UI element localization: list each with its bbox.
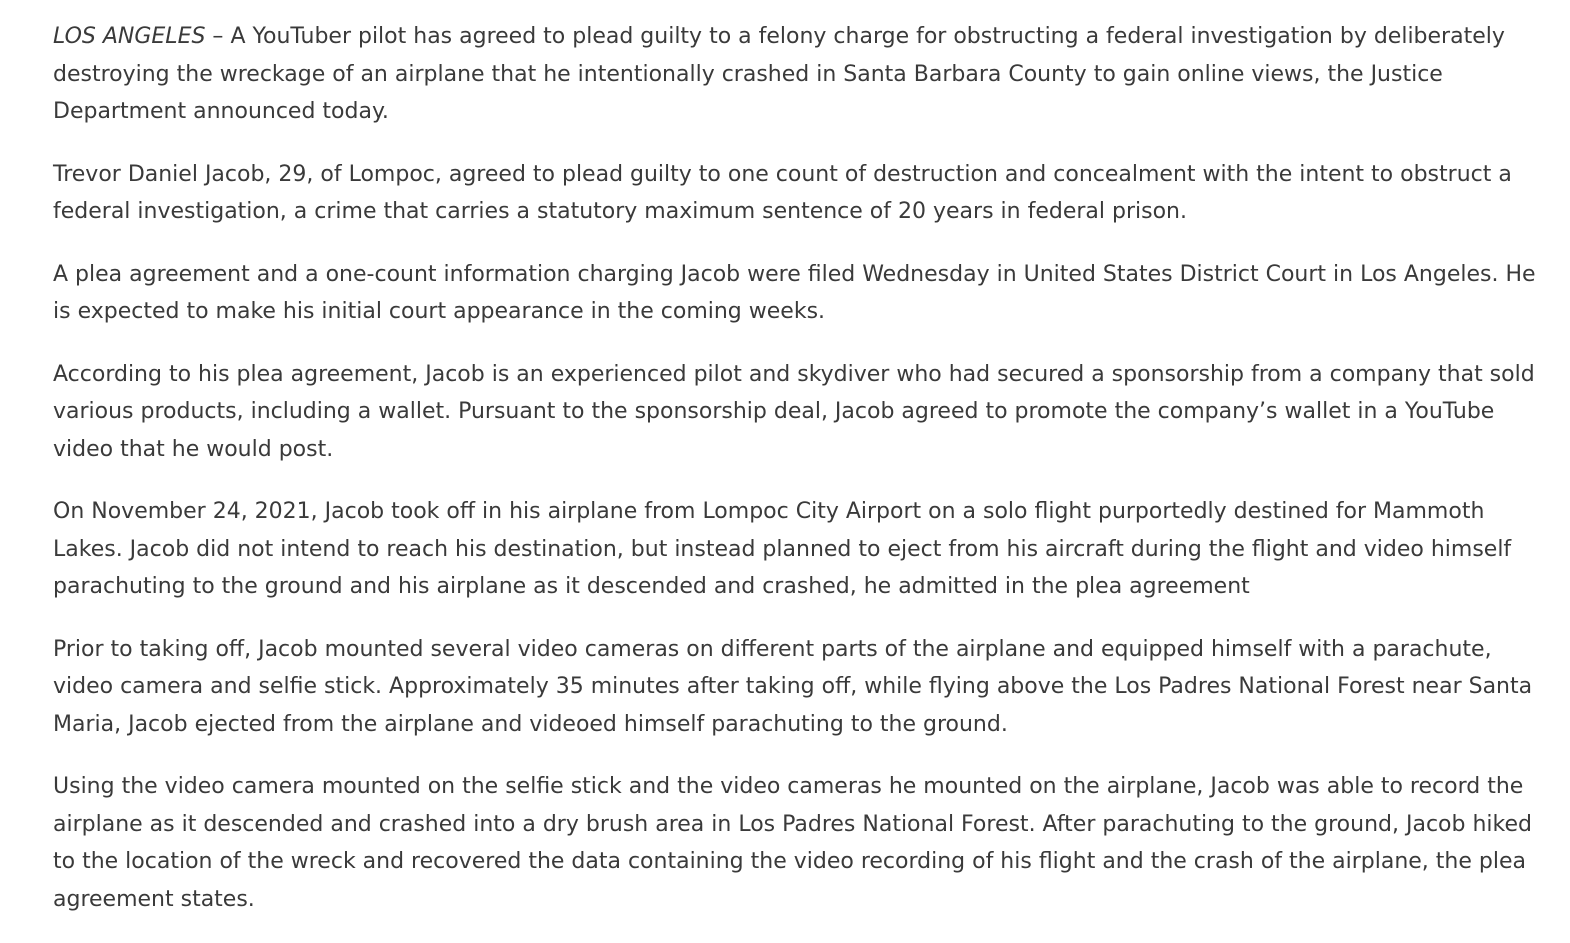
article-paragraph-7: Using the video camera mounted on the selfie stick and the video cameras he mounted on the airplane, Jacob was able to record the airplane as it descended and crashed into a dry brush area in Los Padres National Forest. After parachuting to the ground, Jacob hiked to the location of the wreck and recovered the data containing the video recording of his flight and the crash of the airplane, the plea agreement states. <box>53 774 1532 912</box>
article-paragraph-1 <box>53 18 1553 131</box>
article-paragraph-3: A plea agreement and a one-count information charging Jacob were filed Wednesday in United States District Court in Los Angeles. He is expected to make his initial court appearance in the coming weeks. <box>53 261 1536 324</box>
article-paragraph-6: Prior to taking off, Jacob mounted several video cameras on different parts of the airplane and equipped himself with a parachute, video camera and selfie stick. Approximately 35 minutes after taking off, while flying above the Los Padres National Forest near Santa Maria, Jacob ejected from the airplane and videoed himself parachuting to the ground. <box>53 636 1533 737</box>
article-paragraph-2: Trevor Daniel Jacob, 29, of Lompoc, agreed to plead guilty to one count of destruction and concealment with the intent to obstruct a federal investigation, a crime that carries a statutory maximum sentence of 20 years in federal prison. <box>53 161 1512 224</box>
article-paragraph-5: On November 24, 2021, Jacob took off in his airplane from Lompoc City Airport on a solo flight purportedly destined for Mammoth Lakes. Jacob did not intend to reach his destination, but instead planned to eject from his aircraft during the flight and video himself parachuting to the ground and his airplane as it descended and crashed, he admitted in the plea agreement <box>53 499 1512 599</box>
article-paragraph-4: According to his plea agreement, Jacob is an experienced pilot and skydiver who had secured a sponsorship from a company that sold various products, including a wallet. Pursuant to the sponsorship deal, Jacob agreed to promote the company’s wallet in a YouTube video that he would post. <box>53 361 1535 462</box>
article-body <box>53 18 1553 943</box>
paragraph-text: A YouTuber pilot has agreed to plead guilty to a felony charge for obstructing a federal investigation by deliberately destroying the wreckage of an airplane that he intentionally crashed in Santa Barbara County to gain online views, the Justice Department announced today. <box>53 24 1505 124</box>
dateline: LOS ANGELES <box>53 24 206 49</box>
dateline-separator: – <box>205 24 231 49</box>
